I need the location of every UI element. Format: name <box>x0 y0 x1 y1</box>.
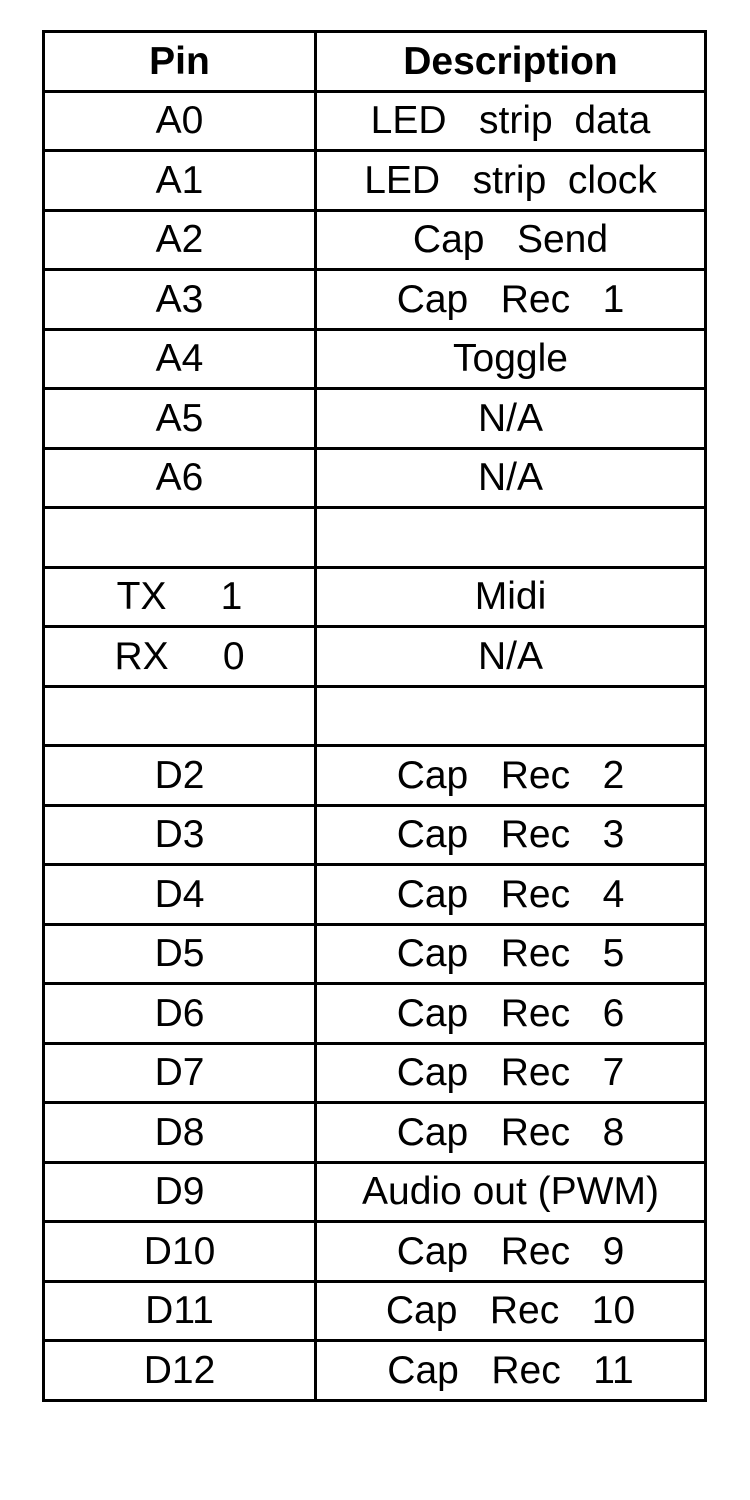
header-row <box>44 32 706 92</box>
table-row <box>44 508 706 568</box>
table-row <box>44 865 706 925</box>
pin-cell <box>44 508 316 568</box>
table-row <box>44 1043 706 1103</box>
pin-table <box>42 30 707 1402</box>
description-cell: Midi <box>316 567 706 627</box>
description-cell <box>316 508 706 568</box>
table-row <box>44 1222 706 1282</box>
table-row <box>44 151 706 211</box>
pin-cell: D5 <box>44 924 316 984</box>
table-body <box>44 91 706 1400</box>
description-cell: LED strip clock <box>316 151 706 211</box>
table-row <box>44 984 706 1044</box>
table-row <box>44 448 706 508</box>
description-cell <box>316 686 706 746</box>
description-cell: Toggle <box>316 329 706 389</box>
pin-cell: D7 <box>44 1043 316 1103</box>
table-row <box>44 627 706 687</box>
table-header <box>44 32 706 92</box>
description-cell: Cap Rec 2 <box>316 746 706 806</box>
table-row <box>44 210 706 270</box>
pin-cell: A1 <box>44 151 316 211</box>
pin-column-header: Pin <box>44 32 316 92</box>
pin-cell: D3 <box>44 805 316 865</box>
description-cell: Cap Rec 10 <box>316 1281 706 1341</box>
table-row <box>44 1341 706 1401</box>
pin-cell: D11 <box>44 1281 316 1341</box>
pin-cell: A5 <box>44 389 316 449</box>
pin-cell: D10 <box>44 1222 316 1282</box>
pin-cell: D12 <box>44 1341 316 1401</box>
description-cell: N/A <box>316 448 706 508</box>
pin-cell: RX 0 <box>44 627 316 687</box>
description-cell: Cap Send <box>316 210 706 270</box>
description-cell: LED strip data <box>316 91 706 151</box>
table-row <box>44 686 706 746</box>
description-cell: Cap Rec 9 <box>316 1222 706 1282</box>
pin-cell <box>44 686 316 746</box>
pin-cell: D9 <box>44 1162 316 1222</box>
description-cell: Cap Rec 6 <box>316 984 706 1044</box>
description-cell: Cap Rec 11 <box>316 1341 706 1401</box>
description-cell: N/A <box>316 627 706 687</box>
description-cell: Cap Rec 7 <box>316 1043 706 1103</box>
pin-cell: D6 <box>44 984 316 1044</box>
pin-cell: TX 1 <box>44 567 316 627</box>
table-row <box>44 567 706 627</box>
table-row <box>44 1162 706 1222</box>
table-row <box>44 1103 706 1163</box>
description-cell: Audio out (PWM) <box>316 1162 706 1222</box>
pin-cell: A2 <box>44 210 316 270</box>
description-column-header: Description <box>316 32 706 92</box>
pin-cell: A0 <box>44 91 316 151</box>
description-cell: Cap Rec 1 <box>316 270 706 330</box>
pin-cell: A3 <box>44 270 316 330</box>
table-row <box>44 329 706 389</box>
description-cell: Cap Rec 3 <box>316 805 706 865</box>
description-cell: N/A <box>316 389 706 449</box>
pin-cell: D2 <box>44 746 316 806</box>
table-row <box>44 91 706 151</box>
table-row <box>44 746 706 806</box>
table-row <box>44 1281 706 1341</box>
pin-cell: A6 <box>44 448 316 508</box>
table-row <box>44 805 706 865</box>
description-cell: Cap Rec 8 <box>316 1103 706 1163</box>
table-row <box>44 270 706 330</box>
table-row <box>44 924 706 984</box>
pin-cell: D8 <box>44 1103 316 1163</box>
pin-cell: D4 <box>44 865 316 925</box>
description-cell: Cap Rec 4 <box>316 865 706 925</box>
description-cell: Cap Rec 5 <box>316 924 706 984</box>
pin-cell: A4 <box>44 329 316 389</box>
table-row <box>44 389 706 449</box>
